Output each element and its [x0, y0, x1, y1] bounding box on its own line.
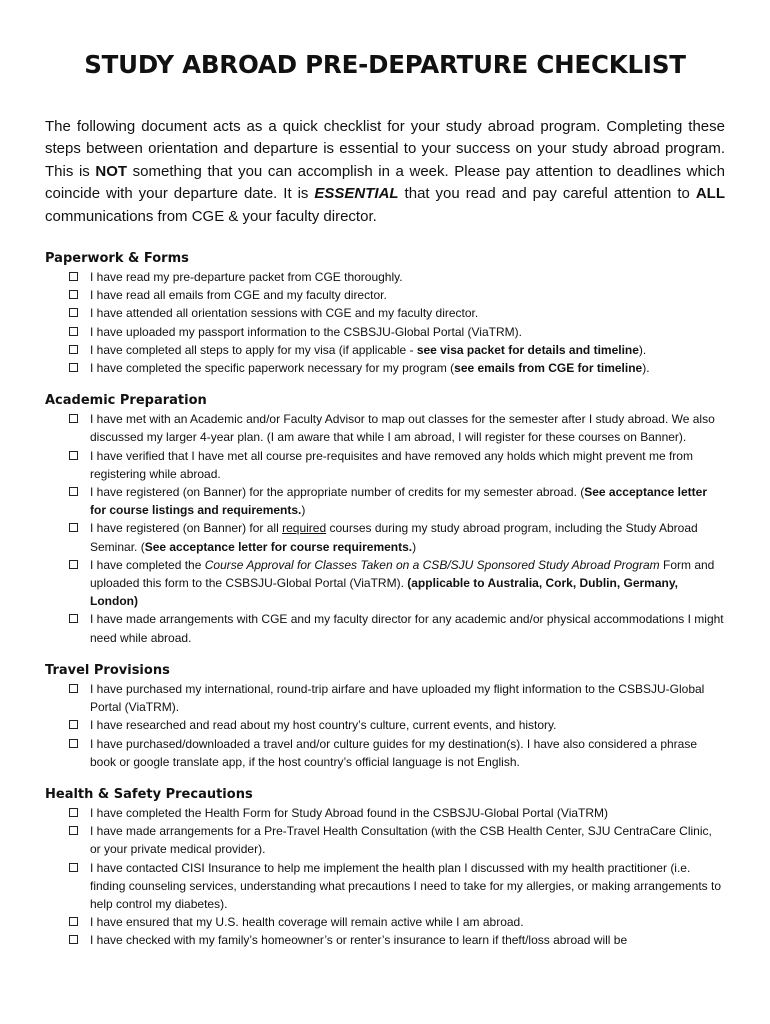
checkbox[interactable] [69, 308, 78, 317]
item-text: I have registered (on Banner) for all [90, 521, 283, 536]
item-text: ) [412, 539, 417, 554]
checklist-item [69, 323, 725, 341]
checklist-item [69, 286, 725, 304]
checkbox[interactable] [69, 523, 78, 532]
item-text: ). [638, 342, 647, 357]
checkbox[interactable] [69, 451, 78, 460]
section-travel [45, 662, 725, 771]
item-text: ). [642, 361, 650, 376]
section-title-travel: Travel Provisions [45, 662, 170, 678]
checkbox[interactable] [69, 614, 78, 623]
checklist-item [69, 447, 725, 483]
checklist-item [69, 410, 725, 446]
checkbox[interactable] [69, 684, 78, 693]
section-paperwork [45, 250, 725, 377]
intro-text: communications from CGE & your faculty director. [45, 207, 377, 225]
checklist-item [69, 735, 725, 771]
checkbox[interactable] [69, 327, 78, 336]
checkbox[interactable] [69, 935, 78, 944]
section-health [45, 786, 725, 950]
item-text: I have researched and read about my host country’s culture, current events, and history. [90, 718, 557, 733]
checkbox[interactable] [69, 414, 78, 423]
section-academic [45, 392, 725, 647]
intro-paragraph [45, 116, 725, 228]
item-text: I have read all emails from CGE and my faculty director. [90, 288, 387, 303]
item-text: Form and uploaded this form to the CSBSJU-Global Portal (ViaTRM). [90, 557, 715, 591]
checkbox[interactable] [69, 808, 78, 817]
checkbox[interactable] [69, 917, 78, 926]
checklist-item [69, 519, 725, 555]
item-text-bold: See acceptance letter for course listings and requirements. [90, 485, 707, 518]
item-text: I have made arrangements with CGE and my faculty director for any academic and/or physical accommodations I might need while abroad. [90, 612, 724, 645]
checkbox[interactable] [69, 739, 78, 748]
item-text: I have purchased/downloaded a travel and/or culture guides for my destination(s). I have also considered a phrase book or google translate app, if the host country’s official language is not English. [90, 736, 698, 769]
checklist-item [69, 556, 725, 611]
checklist-item [69, 716, 725, 734]
intro-text: something that you can accomplish in a week. Please pay attention to deadlines which coincide with your departure date. It is [45, 162, 725, 203]
checklist-item [69, 610, 725, 646]
checklist-item [69, 483, 725, 519]
checkbox[interactable] [69, 290, 78, 299]
checkbox[interactable] [69, 560, 78, 569]
checklist-item [69, 804, 725, 822]
item-text-underline: required [282, 521, 327, 536]
checklist-item [69, 931, 725, 949]
item-text: I have verified that I have met all course pre-requisites and have removed any holds which might prevent me from registering while abroad. [90, 448, 693, 481]
checklist-item [69, 268, 725, 286]
item-text: I have purchased my international, round-trip airfare and have uploaded my flight information to the CSBSJU-Global Portal (ViaTRM). [90, 681, 705, 715]
item-text: I have read my pre-departure packet from CGE thoroughly. [90, 270, 403, 285]
item-text: I have met with an Academic and/or Faculty Advisor to map out classes for the semester after I study abroad. We also discussed my larger 4-year plan. (I am aware that while I am abroad, I will register for these courses on Banner). [90, 412, 715, 445]
item-text: I have completed the [90, 557, 205, 572]
intro-emphasis-essential: ESSENTIAL [314, 185, 399, 203]
checkbox[interactable] [69, 826, 78, 835]
intro-text: The following document acts as a quick checklist for your study abroad program. Completing these steps between orientation and departure is essential to your success on your study abroad program. This is [45, 118, 725, 180]
intro-emphasis-not: NOT [95, 162, 128, 180]
checkbox[interactable] [69, 345, 78, 354]
item-text-bold: (applicable to Australia, Cork, Dublin, Germany, London) [90, 576, 678, 609]
section-title-academic: Academic Preparation [45, 393, 207, 409]
page-title: STUDY ABROAD PRE-DEPARTURE CHECKLIST [84, 50, 686, 79]
checkbox[interactable] [69, 272, 78, 281]
checkbox[interactable] [69, 487, 78, 496]
item-text: I have completed the Health Form for Study Abroad found in the CSBSJU-Global Portal (ViaTRM) [90, 805, 609, 820]
checklist-item [69, 822, 725, 858]
checklist-item [69, 680, 725, 716]
item-text: I have registered (on Banner) for the appropriate number of credits for my semester abroad. ( [90, 485, 585, 500]
item-text: I have made arrangements for a Pre-Travel Health Consultation (with the CSB Health Center, SJU CentraCare Clinic, or your private medical provider). [90, 824, 712, 857]
item-text: I have ensured that my U.S. health coverage will remain active while I am abroad. [90, 915, 524, 930]
item-text-italic: Course Approval for Classes Taken on a CSB/SJU Sponsored Study Abroad Program [204, 557, 660, 572]
intro-text: that you read and pay careful attention to [398, 185, 696, 203]
intro-emphasis-all: ALL [695, 185, 725, 203]
checkbox[interactable] [69, 863, 78, 872]
item-text-bold: see emails from CGE for timeline [454, 361, 643, 376]
checklist-item [69, 341, 725, 359]
section-title-health: Health & Safety Precautions [45, 786, 253, 802]
item-text: I have checked with my family’s homeowner’s or renter’s insurance to learn if theft/loss abroad will be [90, 933, 628, 948]
item-text-bold: see visa packet for details and timeline [416, 342, 639, 357]
checkbox[interactable] [69, 363, 78, 372]
item-text: I have completed all steps to apply for my visa (if applicable - [90, 342, 417, 357]
item-text-bold: See acceptance letter for course requirements. [144, 539, 413, 554]
checklist-item [69, 304, 725, 322]
checklist-item [69, 359, 725, 377]
checklist-item [69, 913, 725, 931]
item-text: ) [301, 503, 306, 518]
checkbox[interactable] [69, 720, 78, 729]
section-title-paperwork: Paperwork & Forms [45, 251, 189, 267]
item-text: courses during my study abroad program, including the Study Abroad Seminar. ( [90, 521, 698, 554]
item-text: I have contacted CISI Insurance to help me implement the health plan I discussed with my health practitioner (i.e. finding counseling services, understanding what precautions I need to take for my allergies, or making arrangements to help control my diabetes). [90, 860, 722, 911]
item-text: I have uploaded my passport information to the CSBSJU-Global Portal (ViaTRM). [90, 324, 522, 339]
item-text: I have completed the specific paperwork necessary for my program ( [90, 361, 455, 376]
checklist-item [69, 859, 725, 914]
item-text: I have attended all orientation sessions with CGE and my faculty director. [90, 306, 479, 321]
